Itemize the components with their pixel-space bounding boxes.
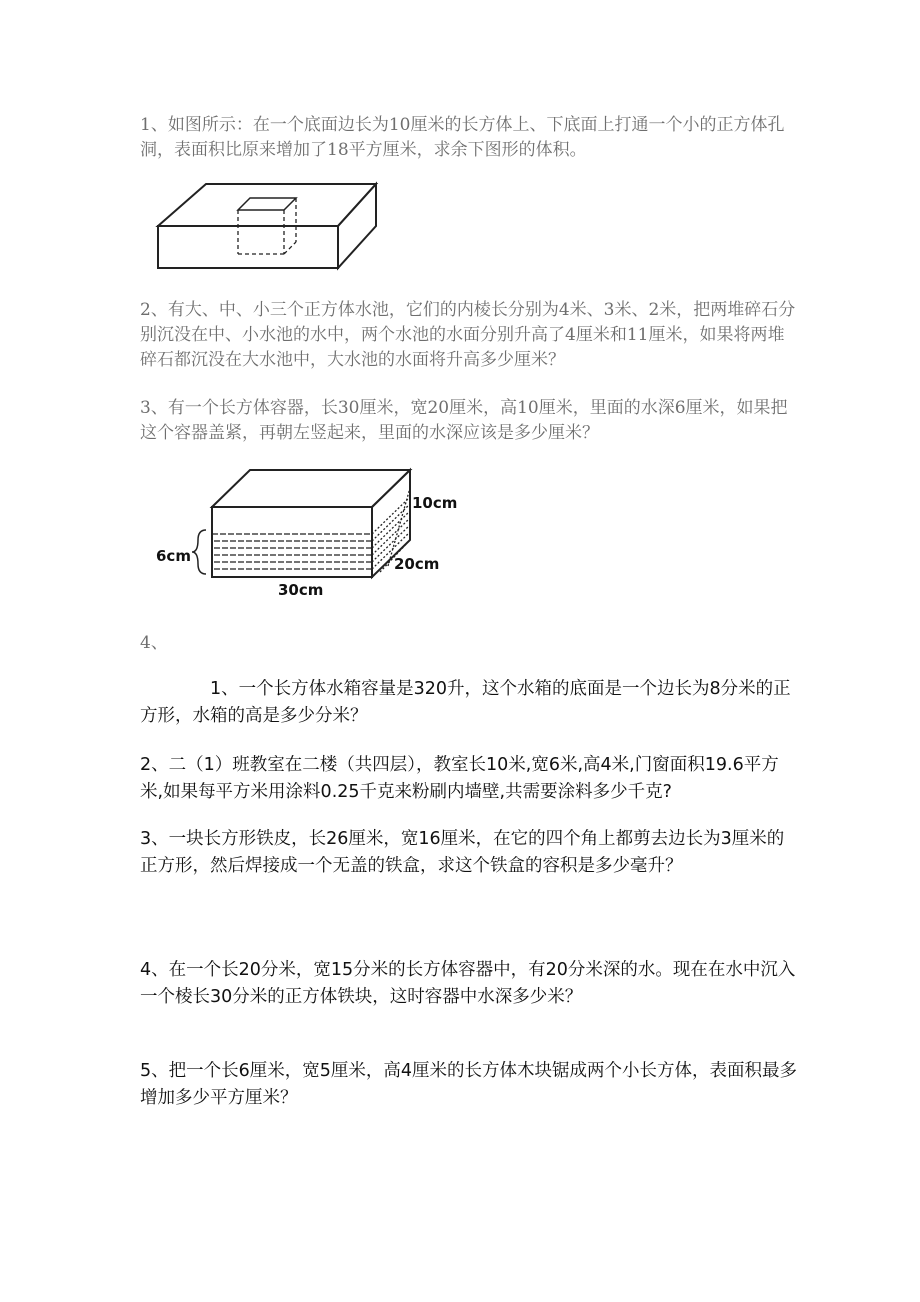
problem-4: 4、在一个长20分米，宽15分米的长方体容器中，有20分米深的水。现在在水中沉入一个棱长30分米的正方体铁块，这时容器中水深多少米？ <box>140 960 796 1007</box>
question-3: 3、有一个长方体容器，长30厘米，宽20厘米，高10厘米，里面的水深6厘米，如果把这个容器盖紧，再朝左竖起来，里面的水深应该是多少厘米？ <box>140 398 788 443</box>
figure-water-container <box>150 462 470 611</box>
figure-cuboid-with-hole <box>150 178 390 278</box>
depth-label: 20cm <box>394 555 440 573</box>
side-face <box>338 184 376 268</box>
length-label: 30cm <box>278 581 324 599</box>
hole-top <box>238 198 296 210</box>
front-face <box>212 507 372 577</box>
problem-5: 5、把一个长6厘米，宽5厘米，高4厘米的长方体木块锯成两个小长方体，表面积最多增加多少平方厘米？ <box>140 1061 798 1108</box>
problem-3: 3、一块长方形铁皮，长26厘米，宽16厘米，在它的四个角上都剪去边长为3厘米的正方形，然后焊接成一个无盖的铁盒，求这个铁盒的容积是多少毫升？ <box>140 829 785 876</box>
top-face <box>212 470 410 507</box>
water-depth-label: 6cm <box>156 547 191 565</box>
front-face <box>158 226 338 268</box>
problem-2: 2、二（1）班教室在二楼（共四层），教室长10米,宽6米,高4米,门窗面积19.6平方米,如果每平方米用涂料0.25千克来粉刷内墙壁,共需要涂料多少千克? <box>140 755 779 802</box>
question-1: 1、如图所示：在一个底面边长为10厘米的长方体上、下底面上打通一个小的正方体孔洞，表面积比原来增加了18平方厘米，求余下图形的体积。 <box>140 115 785 160</box>
height-label: 10cm <box>412 494 458 512</box>
question-2: 2、有大、中、小三个正方体水池，它们的内棱长分别为4米、3米、2米，把两堆碎石分别沉没在中、小水池的水中，两个水池的水面分别升高了4厘米和11厘米，如果将两堆碎石都沉没在大水池中，大水池的水面将升高多少厘米？ <box>140 300 796 370</box>
water-lines-front <box>212 534 372 569</box>
problem-1: 1、一个长方体水箱容量是320升，这个水箱的底面是一个边长为8分米的正方形，水箱的高是多少分米？ <box>140 679 791 726</box>
question-4-number: 4、 <box>140 633 168 653</box>
water-depth-brace <box>192 530 206 574</box>
